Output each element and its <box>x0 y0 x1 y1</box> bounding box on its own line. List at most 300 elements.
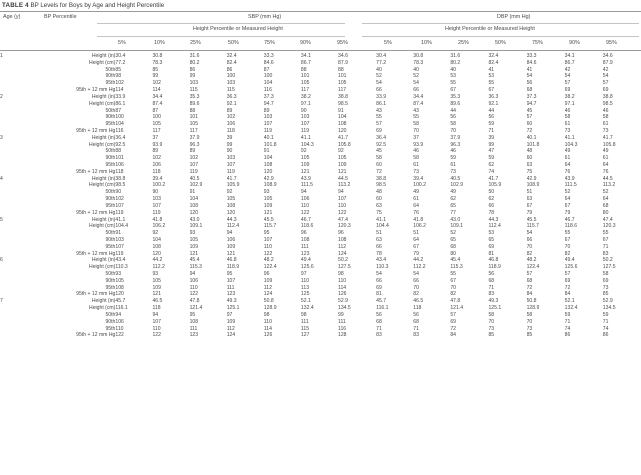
dbp-value-cell: 58 <box>376 155 382 162</box>
dbp-value-cell: 61 <box>564 155 571 162</box>
row-label: Height (cm) <box>89 141 116 148</box>
dbp-value-cell: 69 <box>564 277 571 284</box>
sbp-value-cell: 120 <box>338 127 347 134</box>
sbp-value-cell: 109 <box>226 318 236 325</box>
sbp-value-cell: 89 <box>226 107 233 114</box>
age-cell <box>0 155 40 162</box>
dbp-value-cell: 41.1 <box>564 134 575 141</box>
age-cell: 3 <box>0 134 3 141</box>
sbp-value-cell: 38.8 <box>338 93 348 100</box>
dbp-value-cell: 43.0 <box>450 216 461 223</box>
sbp-value-cell: 111 <box>300 243 309 250</box>
sbp-value-cell: 90 <box>300 107 307 114</box>
age-cell <box>0 60 40 67</box>
dbp-value-cell: 80 <box>450 250 457 257</box>
dbp-value-cell: 56 <box>413 311 419 318</box>
sbp-value-cell: 89 <box>189 148 196 155</box>
row-label: Height (in) <box>91 298 116 305</box>
dbp-value-cell: 84.6 <box>526 59 537 66</box>
sbp-value-cell: 115.7 <box>263 223 277 230</box>
sbp-value-cell: 92.1 <box>226 100 237 107</box>
dbp-value-cell: 63 <box>526 196 533 203</box>
dbp-subrule <box>362 23 639 24</box>
age-cell <box>0 121 40 128</box>
sbp-value-cell: 100 <box>152 114 161 121</box>
sbp-value-cell: 105 <box>189 121 199 128</box>
sbp-value-cell: 94 <box>226 230 233 237</box>
dbp-value-cell: 63 <box>376 236 382 243</box>
sbp-value-cell: 115.3 <box>189 264 202 271</box>
dbp-value-cell: 52 <box>413 73 419 80</box>
row-label: 95th + 12 mm Hg <box>76 168 116 175</box>
sbp-value-cell: 121 <box>152 291 161 298</box>
row-label: 90th <box>105 318 116 325</box>
age-cell <box>0 189 40 196</box>
sbp-value-cell: 52.9 <box>338 298 348 305</box>
dbp-value-cell: 67 <box>450 87 457 94</box>
sbp-value-cell: 112.2 <box>152 264 165 271</box>
percentile-header: 90% <box>569 40 580 46</box>
sbp-value-cell: 44.3 <box>226 216 237 223</box>
sbp-value-cell: 124 <box>263 291 273 298</box>
sbp-value-cell: 101 <box>338 73 347 80</box>
dbp-value-cell: 63 <box>376 202 382 209</box>
sbp-value-cell: 132.4 <box>300 305 314 312</box>
sbp-value-cell: 45.7 <box>115 298 126 305</box>
dbp-value-cell: 68 <box>450 243 457 250</box>
dbp-value-cell: 57 <box>526 271 533 277</box>
dbp-value-cell: 47 <box>488 148 495 155</box>
sbp-value-cell: 122 <box>152 332 161 339</box>
sbp-value-cell: 108 <box>300 236 310 243</box>
sbp-value-cell: 99 <box>152 73 159 80</box>
sbp-value-cell: 104.4 <box>115 223 129 230</box>
sbp-value-cell: 98 <box>338 271 344 277</box>
sbp-value-cell: 30.4 <box>115 53 126 59</box>
age-cell <box>0 278 40 285</box>
dbp-value-cell: 68 <box>602 202 609 209</box>
sbp-value-cell: 85 <box>152 66 159 73</box>
table-row <box>0 305 641 312</box>
dbp-value-cell: 48 <box>376 189 382 196</box>
row-label: 95th + 12 mm Hg <box>76 209 116 216</box>
dbp-value-cell: 85 <box>488 332 495 339</box>
dbp-value-cell: 31.6 <box>450 53 461 59</box>
sbp-value-cell: 103 <box>115 236 124 243</box>
dbp-value-cell: 45 <box>376 148 382 155</box>
sbp-value-cell: 121 <box>189 250 199 257</box>
header-dbp: DBP (mm Hg) <box>497 14 531 20</box>
dbp-value-cell: 41.7 <box>602 134 613 141</box>
sbp-value-cell: 108 <box>189 202 199 209</box>
sbp-value-cell: 115 <box>300 325 310 332</box>
sbp-value-cell: 98 <box>300 311 307 318</box>
dbp-value-cell: 46 <box>602 107 609 114</box>
sbp-value-cell: 118 <box>226 127 235 134</box>
dbp-value-cell: 76 <box>413 209 419 216</box>
sbp-value-cell: 122 <box>300 209 310 216</box>
sbp-value-cell: 107 <box>115 243 124 250</box>
sbp-value-cell: 126 <box>263 332 273 339</box>
age-cell <box>0 148 40 155</box>
sbp-value-cell: 103 <box>189 80 199 87</box>
sbp-value-cell: 111.5 <box>300 182 313 189</box>
dbp-value-cell: 77.2 <box>376 59 387 66</box>
sbp-value-cell: 117 <box>300 87 310 94</box>
row-label: 50th <box>105 66 116 73</box>
dbp-value-cell: 58 <box>413 155 419 162</box>
age-cell <box>0 237 40 244</box>
dbp-value-cell: 57 <box>376 121 382 128</box>
dbp-value-cell: 73 <box>488 325 495 332</box>
dbp-value-cell: 70 <box>526 243 533 250</box>
sbp-value-cell: 102 <box>189 155 199 162</box>
row-label: Height (cm) <box>89 182 116 189</box>
sbp-value-cell: 93 <box>152 271 159 277</box>
dbp-value-cell: 62 <box>488 196 495 203</box>
dbp-value-cell: 49 <box>413 189 419 196</box>
age-cell: 5 <box>0 216 3 223</box>
sbp-value-cell: 94 <box>300 189 307 196</box>
dbp-value-cell: 65 <box>488 236 495 243</box>
sbp-value-cell: 111 <box>300 318 309 325</box>
table-body <box>0 53 641 339</box>
sbp-value-cell: 43.0 <box>189 216 200 223</box>
sbp-value-cell: 47.4 <box>338 216 348 223</box>
dbp-value-cell: 59 <box>488 121 495 128</box>
percentile-header: 95% <box>337 40 348 46</box>
sbp-value-cell: 98.5 <box>338 100 348 107</box>
sbp-value-cell: 120 <box>152 250 161 257</box>
row-label: 95th + 12 mm Hg <box>76 87 116 94</box>
row-label: 95th + 12 mm Hg <box>76 332 116 339</box>
dbp-value-cell: 34.6 <box>602 53 613 59</box>
dbp-value-cell: 99 <box>488 141 495 148</box>
row-label: Height (cm) <box>89 264 116 271</box>
row-label: 90th <box>105 73 116 80</box>
dbp-value-cell: 78.3 <box>413 59 424 66</box>
sbp-value-cell: 106 <box>115 318 124 325</box>
sbp-value-cell: 87.4 <box>152 100 163 107</box>
table-row <box>0 285 641 292</box>
dbp-value-cell: 46 <box>564 107 571 114</box>
dbp-value-cell: 89.6 <box>450 100 461 107</box>
sbp-value-cell: 115 <box>189 87 198 94</box>
dbp-value-cell: 70 <box>450 284 457 291</box>
age-cell: 4 <box>0 175 3 182</box>
percentile-header: 75% <box>264 40 275 46</box>
dbp-value-cell: 59 <box>450 155 457 162</box>
age-cell <box>0 162 40 169</box>
dbp-value-cell: 54 <box>602 73 609 80</box>
dbp-value-cell: 35.3 <box>450 93 461 100</box>
dbp-value-cell: 104.4 <box>376 223 389 230</box>
dbp-value-cell: 55 <box>376 114 382 121</box>
dbp-value-cell: 94.7 <box>526 100 537 107</box>
percentile-header: 50% <box>495 40 506 46</box>
header-bottom-rule <box>0 50 641 51</box>
dbp-value-cell: 64 <box>413 202 419 209</box>
sbp-value-cell: 38.2 <box>300 93 311 100</box>
sbp-value-cell: 94 <box>338 189 344 196</box>
dbp-value-cell: 53 <box>488 73 495 80</box>
dbp-value-cell: 72 <box>526 284 533 291</box>
dbp-value-cell: 64 <box>413 236 419 243</box>
dbp-value-cell: 76 <box>602 168 609 175</box>
dbp-value-cell: 38.2 <box>564 93 575 100</box>
dbp-value-cell: 72 <box>564 284 571 291</box>
sbp-value-cell: 104 <box>152 236 161 243</box>
dbp-value-cell: 58 <box>488 311 495 318</box>
sbp-value-cell: 46.8 <box>226 257 237 264</box>
dbp-value-cell: 49 <box>602 148 609 155</box>
dbp-value-cell: 83 <box>413 332 419 339</box>
sbp-value-cell: 102 <box>226 114 236 121</box>
sbp-value-cell: 101 <box>189 114 199 121</box>
bp-data-table <box>0 53 641 339</box>
dbp-value-cell: 37.3 <box>526 93 537 100</box>
row-label: 90th <box>105 155 116 162</box>
sbp-value-cell: 82.4 <box>226 59 237 66</box>
dbp-value-cell: 84 <box>564 291 571 298</box>
dbp-value-cell: 82 <box>450 291 457 298</box>
sbp-value-cell: 102.9 <box>189 182 203 189</box>
sbp-value-cell: 110 <box>115 325 124 332</box>
dbp-value-cell: 41 <box>488 66 495 73</box>
sbp-value-cell: 106 <box>189 277 199 284</box>
dbp-value-cell: 71 <box>602 243 609 250</box>
sbp-value-cell: 78.3 <box>152 59 163 66</box>
sbp-value-cell: 91 <box>338 107 344 114</box>
dbp-value-cell: 84 <box>450 332 457 339</box>
dbp-value-cell: 54 <box>376 80 382 87</box>
row-label: 50th <box>105 189 116 196</box>
sbp-value-cell: 100 <box>226 73 236 80</box>
dbp-value-cell: 45.5 <box>526 216 537 223</box>
dbp-value-cell: 51 <box>413 230 419 237</box>
dbp-value-cell: 79 <box>564 209 571 216</box>
table-row <box>0 326 641 333</box>
sbp-value-cell: 109 <box>152 284 161 291</box>
sbp-value-cell: 108 <box>115 284 124 291</box>
sbp-value-cell: 114 <box>152 87 161 94</box>
dbp-value-cell: 57 <box>602 80 609 87</box>
sbp-value-cell: 119 <box>300 127 310 134</box>
sbp-value-cell: 102 <box>152 155 161 162</box>
dbp-value-cell: 72 <box>526 127 533 134</box>
sbp-value-cell: 98.5 <box>115 182 126 189</box>
dbp-value-cell: 54 <box>413 80 419 87</box>
dbp-value-cell: 46.8 <box>488 257 499 264</box>
sbp-value-cell: 77.2 <box>115 59 126 66</box>
dbp-value-cell: 127.5 <box>602 264 616 271</box>
sbp-value-cell: 104 <box>263 155 273 162</box>
dbp-value-cell: 73 <box>413 168 419 175</box>
table-row <box>0 189 641 196</box>
sbp-value-cell: 35.3 <box>189 93 200 100</box>
table-row <box>0 80 641 87</box>
sbp-value-cell: 33.9 <box>115 93 126 100</box>
dbp-value-cell: 46.7 <box>564 216 575 223</box>
dbp-value-cell: 116.1 <box>376 305 389 312</box>
percentile-header: 25% <box>458 40 469 46</box>
dbp-value-cell: 98.5 <box>376 182 387 189</box>
sbp-value-cell: 40.1 <box>263 134 274 141</box>
dbp-value-cell: 75 <box>376 209 382 216</box>
row-label: Height (cm) <box>89 305 116 312</box>
sbp-value-cell: 105 <box>263 196 273 203</box>
dbp-value-cell: 80 <box>602 209 609 216</box>
sbp-value-cell: 101 <box>115 155 124 162</box>
table-row <box>0 148 641 155</box>
dbp-value-cell: 104.3 <box>564 141 578 148</box>
dbp-value-cell: 45 <box>526 107 533 114</box>
dbp-value-cell: 93.9 <box>413 141 424 148</box>
age-cell <box>0 108 40 115</box>
sbp-value-cell: 91 <box>115 230 122 237</box>
dbp-value-cell: 55 <box>602 230 609 237</box>
dbp-value-cell: 73 <box>526 325 533 332</box>
age-cell <box>0 182 40 189</box>
dbp-value-cell: 48 <box>526 148 533 155</box>
sbp-value-cell: 107 <box>263 121 273 128</box>
dbp-value-cell: 42.9 <box>526 175 537 182</box>
dbp-value-cell: 68 <box>488 277 495 284</box>
dbp-value-cell: 42 <box>602 66 609 73</box>
sbp-value-cell: 121 <box>263 209 273 216</box>
sbp-value-cell: 119 <box>115 209 124 216</box>
row-label: Height (in) <box>91 216 116 223</box>
dbp-value-cell: 49 <box>564 148 571 155</box>
dbp-value-cell: 37 <box>413 134 419 141</box>
dbp-value-cell: 100.2 <box>413 182 426 189</box>
dbp-value-cell: 54 <box>564 73 571 80</box>
sbp-value-cell: 113.2 <box>338 182 351 189</box>
dbp-value-cell: 51 <box>526 189 533 196</box>
dbp-value-cell: 128.9 <box>526 305 540 312</box>
age-cell <box>0 169 40 176</box>
age-cell <box>0 251 40 258</box>
dbp-value-cell: 66 <box>413 87 419 94</box>
dbp-value-cell: 66 <box>526 236 533 243</box>
table-title <box>2 2 164 9</box>
sbp-value-cell: 98 <box>263 311 270 318</box>
row-label: 90th <box>105 114 116 121</box>
dbp-value-cell: 76 <box>564 168 571 175</box>
dbp-value-cell: 67 <box>526 202 533 209</box>
dbp-value-cell: 68 <box>526 277 533 284</box>
percentile-header: 5% <box>118 40 126 46</box>
dbp-value-cell: 36.4 <box>376 134 387 141</box>
sbp-value-cell: 116 <box>115 127 124 134</box>
sbp-value-cell: 119 <box>263 127 272 134</box>
table-row <box>0 203 641 210</box>
sbp-value-cell: 108 <box>338 121 347 128</box>
dbp-value-cell: 55 <box>413 114 419 121</box>
dbp-value-cell: 74 <box>564 325 571 332</box>
dbp-value-cell: 45.7 <box>376 298 387 305</box>
dbp-value-cell: 70 <box>526 318 533 325</box>
dbp-value-cell: 45.4 <box>450 257 461 264</box>
dbp-value-cell: 54 <box>413 271 419 277</box>
sbp-value-cell: 92 <box>300 148 307 155</box>
percentile-header: 95% <box>606 40 617 46</box>
sbp-subrule <box>97 23 345 24</box>
dbp-value-cell: 64 <box>602 196 609 203</box>
sbp-value-cell: 108 <box>263 162 273 168</box>
dbp-value-cell: 52 <box>564 189 571 196</box>
dbp-value-cell: 38.8 <box>602 93 613 100</box>
dbp-value-cell: 83 <box>602 250 609 257</box>
table-row <box>0 114 641 121</box>
sbp-value-cell: 97 <box>226 311 233 318</box>
sbp-value-cell: 108.9 <box>263 182 277 189</box>
sbp-value-cell: 118.6 <box>300 223 314 230</box>
age-cell <box>0 210 40 217</box>
dbp-value-cell: 111.5 <box>564 182 577 189</box>
dbp-value-cell: 121.4 <box>450 305 464 312</box>
sbp-value-cell: 105 <box>115 277 124 284</box>
dbp-value-cell: 81 <box>376 291 382 298</box>
sbp-value-cell: 122 <box>189 291 199 298</box>
dbp-value-cell: 97.1 <box>564 100 575 107</box>
sbp-value-cell: 106.2 <box>152 223 166 230</box>
dbp-value-cell: 67 <box>450 277 457 284</box>
table-row <box>0 162 641 169</box>
sbp-value-cell: 52.1 <box>300 298 311 305</box>
sbp-value-cell: 118 <box>115 168 124 175</box>
dbp-value-cell: 115.3 <box>450 264 463 271</box>
dbp-value-cell: 66 <box>376 243 382 250</box>
dbp-value-cell: 34.1 <box>564 53 575 59</box>
row-label: 50th <box>105 311 116 318</box>
sbp-value-cell: 93.9 <box>152 141 163 148</box>
sbp-value-cell: 109 <box>226 243 236 250</box>
dbp-value-cell: 46.5 <box>413 298 424 305</box>
table-row <box>0 128 641 135</box>
sbp-value-cell: 106 <box>115 162 124 168</box>
sbp-value-cell: 123 <box>300 250 310 257</box>
dbp-value-cell: 118.9 <box>488 264 501 271</box>
dbp-value-cell: 56 <box>488 114 495 121</box>
dbp-value-cell: 66 <box>376 277 382 284</box>
sbp-value-cell: 105 <box>300 155 310 162</box>
dbp-value-cell: 55 <box>564 230 571 237</box>
age-cell <box>0 326 40 333</box>
dbp-value-cell: 71 <box>488 284 495 291</box>
dbp-value-cell: 53 <box>450 73 457 80</box>
sbp-value-cell: 100 <box>115 114 124 121</box>
sbp-value-cell: 119 <box>189 168 198 175</box>
sbp-value-cell: 105.9 <box>226 182 240 189</box>
sbp-value-cell: 110 <box>300 202 310 209</box>
dbp-value-cell: 39.4 <box>413 175 424 182</box>
table-row <box>0 142 641 149</box>
dbp-value-cell: 57 <box>564 271 571 277</box>
sbp-value-cell: 32.4 <box>226 53 237 59</box>
row-label: Height (in) <box>91 93 116 100</box>
sbp-value-cell: 48.2 <box>263 257 274 264</box>
sbp-value-cell: 120 <box>189 209 199 216</box>
sbp-value-cell: 96 <box>263 271 270 277</box>
sbp-value-cell: 41.1 <box>115 216 126 223</box>
sbp-value-cell: 121 <box>300 168 310 175</box>
sbp-value-cell: 110 <box>338 277 347 284</box>
row-label: Height (cm) <box>89 59 116 66</box>
dbp-value-cell: 78 <box>376 250 382 257</box>
sbp-value-cell: 89 <box>152 148 159 155</box>
percentile-header: 10% <box>154 40 165 46</box>
